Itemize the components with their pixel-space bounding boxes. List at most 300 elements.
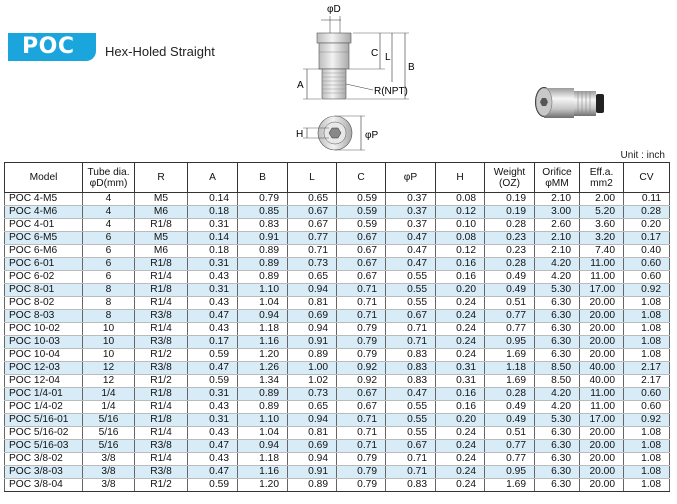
table-cell: 0.79	[337, 336, 386, 349]
table-cell: 0.71	[288, 245, 337, 258]
table-cell: 0.24	[436, 440, 485, 453]
table-cell: 0.71	[386, 336, 436, 349]
table-cell: 6	[83, 232, 135, 245]
table-cell: 0.43	[188, 427, 238, 440]
table-cell: R3/8	[135, 362, 188, 375]
column-header: C	[337, 163, 386, 193]
table-cell: R1/4	[135, 323, 188, 336]
table-cell: 6	[83, 245, 135, 258]
column-header: A	[188, 163, 238, 193]
table-cell: 10	[83, 323, 135, 336]
table-cell: 0.67	[386, 440, 436, 453]
table-cell: 0.43	[188, 297, 238, 310]
table-row	[5, 206, 670, 219]
table-cell: R1/4	[135, 297, 188, 310]
table-cell: 0.20	[624, 219, 670, 232]
model-cell: POC 8-01	[5, 284, 83, 297]
table-cell: 5/16	[83, 427, 135, 440]
table-cell: 2.17	[624, 375, 670, 388]
table-cell: 0.89	[238, 271, 288, 284]
table-cell: 0.60	[624, 258, 670, 271]
table-cell: 1.10	[238, 284, 288, 297]
table-cell: 1.00	[288, 362, 337, 375]
table-cell: 0.59	[337, 219, 386, 232]
model-cell: POC 8-02	[5, 297, 83, 310]
table-cell: 0.47	[386, 258, 436, 271]
model-cell: POC 10-02	[5, 323, 83, 336]
table-cell: 0.67	[337, 245, 386, 258]
unit-note: Unit : inch	[620, 150, 665, 161]
table-cell: 20.00	[580, 323, 624, 336]
model-cell: POC 4-M5	[5, 193, 83, 206]
table-cell: 0.79	[337, 349, 386, 362]
table-cell: 0.12	[436, 245, 485, 258]
table-cell: 8	[83, 284, 135, 297]
table-row	[5, 414, 670, 427]
technical-drawing	[285, 0, 435, 152]
table-cell: 0.31	[188, 388, 238, 401]
table-cell: 0.92	[624, 284, 670, 297]
table-cell: 20.00	[580, 440, 624, 453]
product-subtitle: Hex-Holed Straight	[105, 44, 215, 59]
table-row	[5, 245, 670, 258]
table-cell: 2.10	[535, 232, 580, 245]
table-cell: 0.14	[188, 232, 238, 245]
table-cell: 0.83	[386, 479, 436, 492]
product-photo	[530, 80, 612, 130]
table-cell: 0.55	[386, 297, 436, 310]
table-cell: 0.37	[386, 193, 436, 206]
table-cell: 0.60	[624, 271, 670, 284]
table-cell: 0.67	[288, 206, 337, 219]
table-row	[5, 336, 670, 349]
model-cell: POC 1/4-01	[5, 388, 83, 401]
table-cell: 0.17	[188, 336, 238, 349]
table-cell: M6	[135, 245, 188, 258]
table-cell: 0.67	[337, 232, 386, 245]
column-header: CV	[624, 163, 670, 193]
table-cell: M5	[135, 232, 188, 245]
table-row	[5, 375, 670, 388]
spec-table-header-row	[5, 163, 670, 193]
table-cell: 0.91	[238, 232, 288, 245]
dim-label-r-npt: R(NPT)	[374, 86, 408, 97]
table-cell: 6.30	[535, 427, 580, 440]
table-cell: 0.94	[238, 440, 288, 453]
table-cell: 6.30	[535, 336, 580, 349]
table-cell: 20.00	[580, 479, 624, 492]
table-cell: R1/2	[135, 479, 188, 492]
column-header: L	[288, 163, 337, 193]
table-cell: 0.51	[485, 297, 535, 310]
table-cell: R3/8	[135, 336, 188, 349]
table-cell: 6.30	[535, 349, 580, 362]
model-cell: POC 3/8-04	[5, 479, 83, 492]
table-cell: 1.18	[238, 453, 288, 466]
table-row	[5, 232, 670, 245]
table-cell: 0.65	[288, 401, 337, 414]
table-cell: 0.23	[485, 245, 535, 258]
table-cell: 0.18	[188, 206, 238, 219]
table-row	[5, 258, 670, 271]
table-cell: 0.11	[624, 193, 670, 206]
column-header: Eff.a. mm2	[580, 163, 624, 193]
table-cell: 0.89	[238, 245, 288, 258]
table-cell: 0.83	[386, 375, 436, 388]
table-cell: 0.83	[386, 349, 436, 362]
table-cell: 0.91	[288, 336, 337, 349]
table-cell: 0.24	[436, 466, 485, 479]
table-cell: 0.94	[288, 284, 337, 297]
table-cell: 0.91	[288, 466, 337, 479]
table-cell: R1/8	[135, 414, 188, 427]
table-cell: 0.47	[188, 466, 238, 479]
table-cell: 1.08	[624, 427, 670, 440]
table-cell: 1.08	[624, 466, 670, 479]
table-cell: 1.10	[238, 414, 288, 427]
table-row	[5, 466, 670, 479]
table-cell: 0.43	[188, 401, 238, 414]
table-cell: 0.94	[288, 414, 337, 427]
table-cell: 6.30	[535, 310, 580, 323]
table-cell: 0.79	[337, 479, 386, 492]
table-cell: 0.28	[485, 388, 535, 401]
table-cell: 0.14	[188, 193, 238, 206]
table-cell: 0.65	[288, 193, 337, 206]
table-cell: 0.24	[436, 349, 485, 362]
table-cell: 0.67	[337, 271, 386, 284]
model-cell: POC 6-01	[5, 258, 83, 271]
table-cell: 1.08	[624, 453, 670, 466]
table-cell: 6.30	[535, 453, 580, 466]
table-cell: 0.95	[485, 466, 535, 479]
table-cell: 11.00	[580, 388, 624, 401]
table-cell: 2.60	[535, 219, 580, 232]
table-cell: 2.17	[624, 362, 670, 375]
column-header: R	[135, 163, 188, 193]
table-cell: 1.08	[624, 349, 670, 362]
table-cell: 3.00	[535, 206, 580, 219]
table-cell: 5/16	[83, 414, 135, 427]
table-cell: 0.47	[188, 362, 238, 375]
table-cell: 0.67	[337, 258, 386, 271]
table-cell: 0.31	[188, 284, 238, 297]
table-cell: 0.60	[624, 401, 670, 414]
table-cell: 0.12	[436, 206, 485, 219]
table-cell: 3/8	[83, 466, 135, 479]
table-cell: 0.43	[188, 323, 238, 336]
table-cell: 0.81	[288, 297, 337, 310]
table-cell: 5.20	[580, 206, 624, 219]
table-cell: 0.71	[337, 427, 386, 440]
table-cell: 0.40	[624, 245, 670, 258]
table-cell: 20.00	[580, 310, 624, 323]
table-cell: 20.00	[580, 427, 624, 440]
table-cell: 0.16	[436, 258, 485, 271]
table-cell: 0.24	[436, 336, 485, 349]
table-row	[5, 193, 670, 206]
model-cell: POC 12-04	[5, 375, 83, 388]
table-cell: 1/4	[83, 388, 135, 401]
table-cell: 0.71	[386, 453, 436, 466]
table-cell: 0.24	[436, 323, 485, 336]
table-cell: 0.73	[288, 388, 337, 401]
table-cell: 0.71	[386, 466, 436, 479]
table-cell: 0.47	[386, 232, 436, 245]
table-cell: 0.71	[337, 297, 386, 310]
table-cell: M5	[135, 193, 188, 206]
table-cell: 0.28	[485, 258, 535, 271]
model-cell: POC 5/16-03	[5, 440, 83, 453]
table-cell: 0.23	[485, 232, 535, 245]
dim-label-phi-p: φP	[365, 130, 379, 141]
table-cell: 0.24	[436, 297, 485, 310]
table-cell: 0.94	[238, 310, 288, 323]
table-cell: 0.08	[436, 193, 485, 206]
table-cell: 0.73	[288, 258, 337, 271]
table-cell: 0.19	[485, 206, 535, 219]
model-cell: POC 3/8-03	[5, 466, 83, 479]
dim-label-h: H	[296, 129, 304, 140]
table-cell: 0.83	[238, 219, 288, 232]
table-cell: 1.08	[624, 479, 670, 492]
table-cell: 2.10	[535, 245, 580, 258]
table-cell: R3/8	[135, 440, 188, 453]
table-cell: R1/8	[135, 284, 188, 297]
table-row	[5, 388, 670, 401]
table-cell: R1/8	[135, 219, 188, 232]
table-cell: 0.77	[485, 323, 535, 336]
table-cell: 0.67	[386, 310, 436, 323]
table-cell: 0.31	[188, 414, 238, 427]
column-header: Weight (OZ)	[485, 163, 535, 193]
table-cell: 6.30	[535, 479, 580, 492]
table-cell: 0.67	[288, 219, 337, 232]
table-row	[5, 271, 670, 284]
table-cell: 0.49	[485, 284, 535, 297]
table-cell: 0.24	[436, 310, 485, 323]
table-cell: 1.20	[238, 479, 288, 492]
table-cell: 1.08	[624, 323, 670, 336]
table-cell: 1.18	[238, 323, 288, 336]
table-cell: 0.55	[386, 284, 436, 297]
table-cell: 0.31	[436, 362, 485, 375]
dim-label-l: L	[385, 52, 391, 63]
table-cell: 0.60	[624, 388, 670, 401]
table-cell: 7.40	[580, 245, 624, 258]
table-cell: 0.37	[386, 219, 436, 232]
table-cell: 0.77	[288, 232, 337, 245]
table-cell: 0.67	[337, 388, 386, 401]
table-cell: 0.10	[436, 219, 485, 232]
table-cell: 0.71	[337, 414, 386, 427]
table-cell: 0.28	[485, 219, 535, 232]
table-cell: 3.20	[580, 232, 624, 245]
table-cell: 0.28	[624, 206, 670, 219]
table-cell: 0.37	[386, 206, 436, 219]
table-cell: R1/8	[135, 258, 188, 271]
table-cell: 4.20	[535, 388, 580, 401]
table-cell: 0.59	[188, 349, 238, 362]
table-cell: 0.31	[188, 219, 238, 232]
table-cell: 0.65	[288, 271, 337, 284]
table-cell: 1.08	[624, 336, 670, 349]
table-cell: 3.60	[580, 219, 624, 232]
table-cell: 1.04	[238, 427, 288, 440]
table-cell: 11.00	[580, 258, 624, 271]
table-cell: R1/2	[135, 349, 188, 362]
table-cell: 1.69	[485, 479, 535, 492]
table-cell: 0.81	[288, 427, 337, 440]
table-cell: 6	[83, 258, 135, 271]
table-cell: R3/8	[135, 466, 188, 479]
table-cell: 8.50	[535, 362, 580, 375]
table-cell: 1.20	[238, 349, 288, 362]
table-cell: 6.30	[535, 323, 580, 336]
table-cell: 0.20	[436, 414, 485, 427]
table-cell: 5/16	[83, 440, 135, 453]
table-cell: 2.00	[580, 193, 624, 206]
table-cell: 20.00	[580, 297, 624, 310]
table-cell: 0.77	[485, 440, 535, 453]
table-row	[5, 440, 670, 453]
dim-label-c: C	[371, 48, 379, 59]
table-cell: 0.31	[188, 258, 238, 271]
table-cell: 1.26	[238, 362, 288, 375]
model-cell: POC 6-M5	[5, 232, 83, 245]
table-cell: 1.02	[288, 375, 337, 388]
model-cell: POC 8-03	[5, 310, 83, 323]
table-cell: 0.71	[337, 440, 386, 453]
table-cell: 2.10	[535, 193, 580, 206]
table-cell: 0.17	[624, 232, 670, 245]
table-cell: 4.20	[535, 401, 580, 414]
column-header: φP	[386, 163, 436, 193]
product-code-badge: POC	[8, 33, 96, 61]
table-cell: 1.18	[485, 362, 535, 375]
table-cell: 0.79	[337, 453, 386, 466]
model-cell: POC 5/16-01	[5, 414, 83, 427]
table-cell: 1.34	[238, 375, 288, 388]
table-cell: 0.47	[386, 388, 436, 401]
table-row	[5, 362, 670, 375]
table-cell: 4.20	[535, 258, 580, 271]
table-cell: 1.08	[624, 440, 670, 453]
table-cell: M6	[135, 206, 188, 219]
dim-label-a: A	[297, 80, 304, 91]
table-cell: 0.16	[436, 401, 485, 414]
table-cell: 6.30	[535, 297, 580, 310]
table-cell: 0.83	[386, 362, 436, 375]
table-cell: 1.16	[238, 466, 288, 479]
table-row	[5, 349, 670, 362]
model-cell: POC 6-M6	[5, 245, 83, 258]
table-cell: 10	[83, 336, 135, 349]
table-cell: 0.20	[436, 284, 485, 297]
model-cell: POC 3/8-02	[5, 453, 83, 466]
table-cell: 4	[83, 219, 135, 232]
table-cell: 0.89	[238, 258, 288, 271]
table-cell: 0.19	[485, 193, 535, 206]
table-cell: 0.55	[386, 427, 436, 440]
table-cell: 0.85	[238, 206, 288, 219]
table-row	[5, 479, 670, 492]
table-cell: R1/4	[135, 427, 188, 440]
model-cell: POC 1/4-02	[5, 401, 83, 414]
table-cell: 17.00	[580, 414, 624, 427]
table-cell: 11.00	[580, 401, 624, 414]
table-cell: 0.94	[288, 323, 337, 336]
table-cell: 0.79	[337, 323, 386, 336]
table-cell: 20.00	[580, 466, 624, 479]
table-cell: 0.43	[188, 453, 238, 466]
table-cell: 8	[83, 310, 135, 323]
table-cell: 0.77	[485, 453, 535, 466]
table-cell: 0.51	[485, 427, 535, 440]
table-cell: 0.89	[238, 401, 288, 414]
table-cell: 1.69	[485, 349, 535, 362]
table-cell: 6	[83, 271, 135, 284]
table-cell: 8.50	[535, 375, 580, 388]
table-cell: 0.79	[337, 466, 386, 479]
table-cell: 0.89	[288, 349, 337, 362]
model-cell: POC 10-03	[5, 336, 83, 349]
table-row	[5, 310, 670, 323]
table-cell: 6.30	[535, 466, 580, 479]
table-cell: 0.69	[288, 310, 337, 323]
table-cell: 12	[83, 362, 135, 375]
table-cell: 0.59	[337, 193, 386, 206]
table-cell: 0.16	[436, 388, 485, 401]
table-cell: 0.55	[386, 414, 436, 427]
table-cell: 3/8	[83, 453, 135, 466]
table-cell: R1/4	[135, 271, 188, 284]
table-cell: 0.24	[436, 453, 485, 466]
table-cell: 0.47	[188, 310, 238, 323]
table-cell: 1.16	[238, 336, 288, 349]
table-cell: 0.71	[337, 284, 386, 297]
table-cell: 0.18	[188, 245, 238, 258]
table-cell: 1.08	[624, 297, 670, 310]
table-row	[5, 427, 670, 440]
table-cell: 20.00	[580, 349, 624, 362]
table-row	[5, 219, 670, 232]
table-cell: 1.69	[485, 375, 535, 388]
table-cell: 0.49	[485, 401, 535, 414]
table-cell: 0.71	[386, 323, 436, 336]
dim-label-b: B	[408, 62, 415, 73]
table-cell: 40.00	[580, 375, 624, 388]
table-cell: R1/4	[135, 453, 188, 466]
column-header: Model	[5, 163, 83, 193]
table-cell: 4	[83, 193, 135, 206]
table-cell: 0.59	[188, 479, 238, 492]
table-cell: 0.49	[485, 271, 535, 284]
table-cell: 0.47	[188, 440, 238, 453]
table-row	[5, 297, 670, 310]
table-cell: 40.00	[580, 362, 624, 375]
table-cell: 0.59	[337, 206, 386, 219]
column-header: H	[436, 163, 485, 193]
table-cell: 6.30	[535, 440, 580, 453]
table-cell: 0.89	[238, 388, 288, 401]
model-cell: POC 5/16-02	[5, 427, 83, 440]
table-cell: 0.71	[337, 310, 386, 323]
table-cell: 0.49	[485, 414, 535, 427]
model-cell: POC 4-01	[5, 219, 83, 232]
table-cell: 0.94	[288, 453, 337, 466]
table-row	[5, 284, 670, 297]
